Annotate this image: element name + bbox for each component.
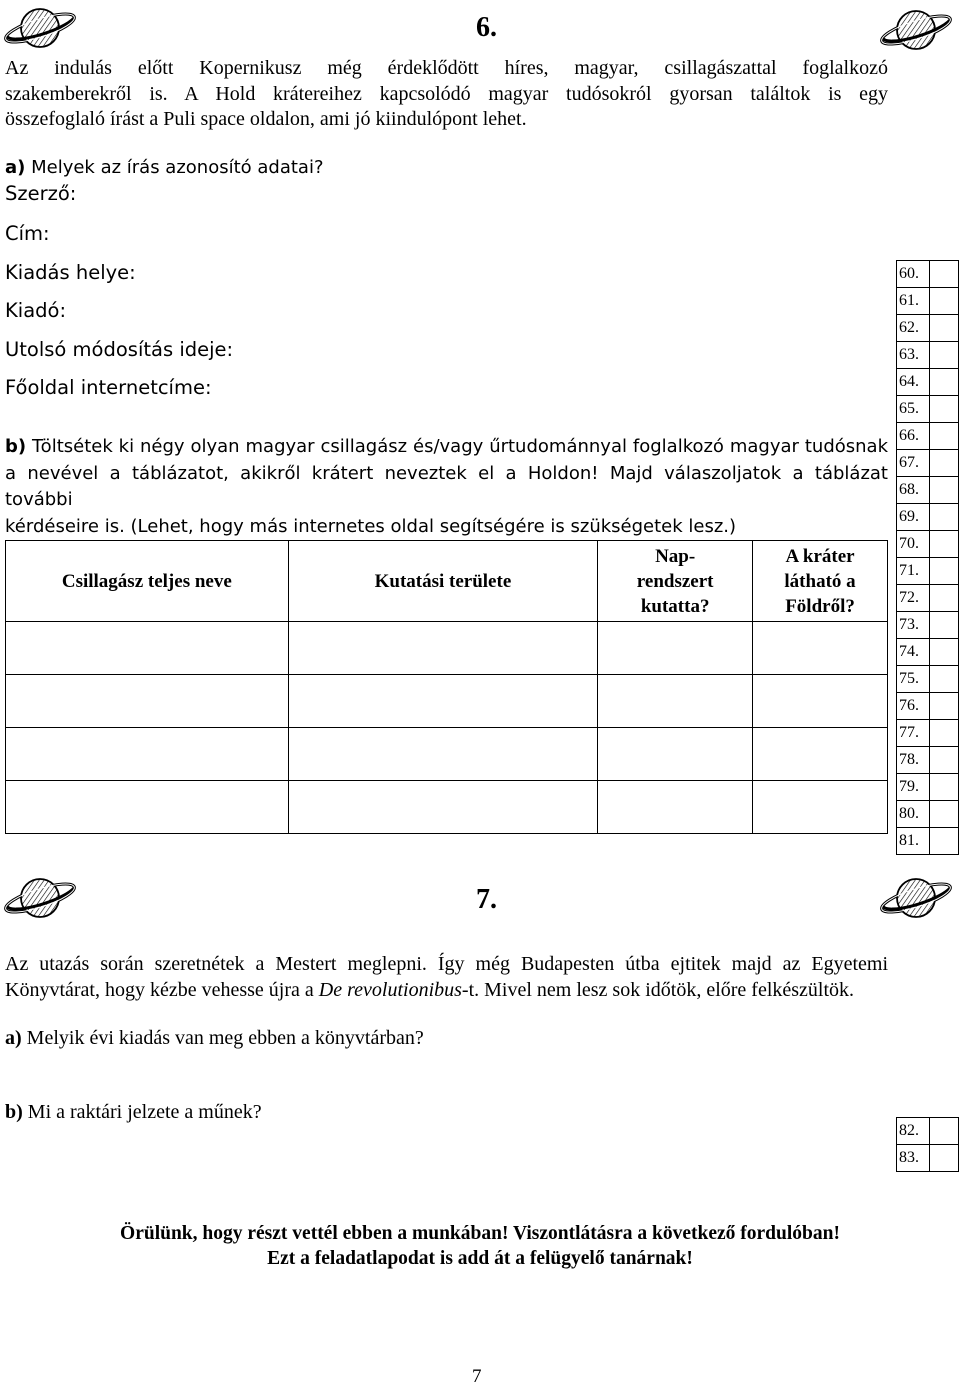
score-box[interactable] [930,423,959,450]
score-number: 62. [897,315,930,342]
answer-cell[interactable] [753,622,888,675]
score-table-task-7 [896,1117,959,1172]
score-box[interactable] [930,315,959,342]
score-box[interactable] [930,396,959,423]
score-box[interactable] [930,774,959,801]
answer-cell[interactable] [6,728,289,781]
field-author: Szerző: [5,182,77,205]
task-6-question-a [5,157,324,178]
table-row [6,622,888,675]
score-number: 74. [897,639,930,666]
question-text: Töltsétek ki négy olyan magyar csillagász és/vagy űrtudománnyal foglalkozó magyar tudósnak [26,436,888,457]
task-7-question-b [5,1101,262,1124]
intro-line: összefoglaló írást a Puli space oldalon, ami jó kiindulópont lehet. [5,108,527,130]
score-row [897,504,959,531]
answer-cell[interactable] [6,781,289,834]
answer-cell[interactable] [598,675,753,728]
score-box[interactable] [930,558,959,585]
answer-cell[interactable] [288,728,598,781]
score-number: 66. [897,423,930,450]
score-box[interactable] [930,747,959,774]
score-row [897,558,959,585]
question-label: b) [5,1101,23,1123]
field-title: Cím: [5,222,50,245]
astronomer-table [5,540,888,834]
answer-cell[interactable] [598,781,753,834]
intro-line: Könyvtárat, hogy kézbe vehesse újra a De revolutionibus-t. Mivel nem lesz sok időtök, előre felkészültök. [5,978,855,1001]
field-homepage-url: Főoldal internetcíme: [5,376,212,399]
answer-cell[interactable] [598,728,753,781]
answer-cell[interactable] [753,675,888,728]
score-box[interactable] [930,288,959,315]
score-row [897,531,959,558]
closing-message [0,1221,960,1271]
closing-line: Ezt a feladatlapodat is add át a felügyelő tanárnak! [267,1248,693,1269]
score-number: 68. [897,477,930,504]
task-7-number: 7. [476,884,497,915]
score-row [897,288,959,315]
score-number: 60. [897,261,930,288]
answer-cell[interactable] [6,622,289,675]
task-7-question-a [5,1027,424,1050]
saturn-icon [2,0,80,58]
task-7-intro [5,952,888,1003]
task-6-question-b [5,434,888,540]
intro-line: Az utazás során szeretnétek a Mestert meglepni. Így még Budapesten útba ejtitek majd az Egyetemi [5,953,888,975]
score-box[interactable] [930,720,959,747]
score-row [897,261,959,288]
score-box[interactable] [930,1145,959,1172]
score-number: 77. [897,720,930,747]
score-row [897,585,959,612]
score-number: 67. [897,450,930,477]
score-box[interactable] [930,261,959,288]
score-row [897,315,959,342]
score-number: 82. [897,1118,930,1145]
score-number: 75. [897,666,930,693]
score-row [897,342,959,369]
answer-cell[interactable] [753,781,888,834]
score-number: 63. [897,342,930,369]
score-number: 81. [897,828,930,855]
score-box[interactable] [930,369,959,396]
score-row [897,747,959,774]
score-row [897,774,959,801]
score-number: 73. [897,612,930,639]
question-b-line [5,434,888,461]
task-6-number: 6. [476,12,497,43]
score-number: 79. [897,774,930,801]
field-publisher: Kiadó: [5,299,67,322]
saturn-icon [878,870,956,928]
score-row [897,396,959,423]
answer-cell[interactable] [6,675,289,728]
header-solar-system: Nap- rendszert kutatta? [598,541,753,622]
header-crater-visible: A kráter látható a Földről? [753,541,888,622]
score-row [897,693,959,720]
question-label: a) [5,157,26,178]
answer-cell[interactable] [288,675,598,728]
table-row [6,781,888,834]
score-row [897,423,959,450]
closing-line: Örülünk, hogy részt vettél ebben a munkában! Viszontlátásra a következő fordulóban! [120,1223,840,1244]
field-publication-place: Kiadás helye: [5,261,136,284]
score-number: 80. [897,801,930,828]
question-b-line: a nevével a táblázatot, akikről krátert neveztek el a Holdon! Majd válaszoljatok a táblázat további [5,462,888,510]
score-number: 70. [897,531,930,558]
score-row [897,801,959,828]
score-row [897,477,959,504]
answer-cell[interactable] [288,781,598,834]
question-label: b) [5,436,27,457]
intro-line: szakemberekről is. A Hold krátereihez kapcsolódó magyar tudósokról gyorsan találtok is egy [5,82,888,105]
score-box[interactable] [930,666,959,693]
score-box[interactable] [930,585,959,612]
header-astronomer-name: Csillagász teljes neve [6,541,289,622]
score-box[interactable] [930,342,959,369]
header-research-field: Kutatási területe [288,541,598,622]
score-box[interactable] [930,531,959,558]
score-number: 71. [897,558,930,585]
score-box[interactable] [930,639,959,666]
score-box[interactable] [930,504,959,531]
score-box[interactable] [930,1118,959,1145]
field-last-modified: Utolsó módosítás ideje: [5,338,234,361]
table-header-row [6,541,888,622]
score-row [897,828,959,855]
score-box[interactable] [930,828,959,855]
question-label: a) [5,1027,22,1049]
score-box[interactable] [930,450,959,477]
score-row [897,1145,959,1172]
saturn-icon [2,870,80,928]
score-row [897,1118,959,1145]
intro-line: Az indulás előtt Kopernikusz még érdeklődött híres, magyar, csillagászattal foglalkozó [5,57,888,79]
question-b-line: kérdéseire is. (Lehet, hogy más internetes oldal segítségére is szükségetek lesz.) [5,515,737,537]
score-row [897,720,959,747]
answer-cell[interactable] [598,622,753,675]
answer-cell[interactable] [753,728,888,781]
score-number: 69. [897,504,930,531]
question-text: Melyek az írás azonosító adatai? [25,157,324,178]
score-table-task-6 [896,260,959,855]
score-row [897,612,959,639]
score-number: 78. [897,747,930,774]
question-text: Mi a raktári jelzete a műnek? [22,1101,262,1123]
score-number: 65. [897,396,930,423]
score-number: 76. [897,693,930,720]
question-text: Melyik évi kiadás van meg ebben a könyvtárban? [21,1027,424,1049]
table-row [6,728,888,781]
saturn-icon [878,2,956,60]
score-number: 72. [897,585,930,612]
score-box[interactable] [930,612,959,639]
score-number: 61. [897,288,930,315]
score-box[interactable] [930,477,959,504]
score-box[interactable] [930,801,959,828]
answer-cell[interactable] [288,622,598,675]
score-box[interactable] [930,693,959,720]
book-title: De revolutionibus [318,978,462,1001]
score-row [897,369,959,396]
score-row [897,666,959,693]
score-number: 83. [897,1145,930,1172]
table-row [6,675,888,728]
score-number: 64. [897,369,930,396]
page-number: 7 [472,1366,482,1387]
score-row [897,450,959,477]
task-6-intro [5,56,888,133]
score-row [897,639,959,666]
